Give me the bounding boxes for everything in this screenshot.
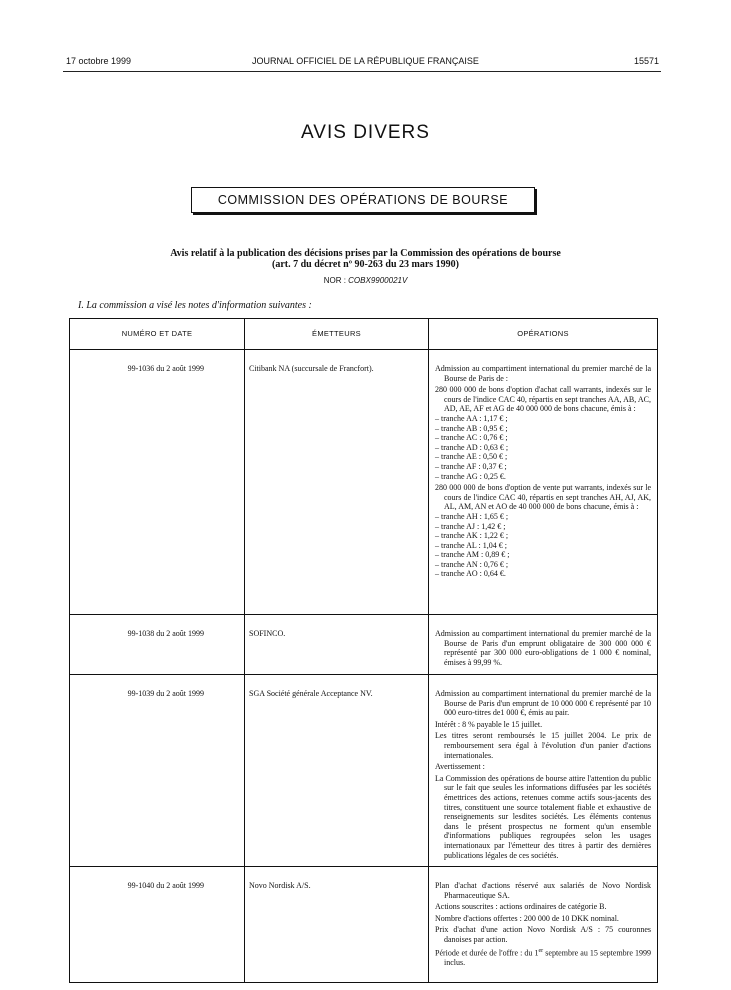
row-number: 99-1036 du 2 août 1999 [70, 350, 245, 615]
period-text-end: septembre au 15 septembre 1999 inclus. [444, 948, 651, 967]
operation-paragraph: Intérêt : 8 % payable le 15 juillet. [435, 719, 543, 729]
nor-label: NOR : [323, 276, 346, 285]
commission-box: COMMISSION DES OPÉRATIONS DE BOURSE [191, 187, 535, 213]
operation-paragraph: Admission au compartiment international du premier marché de la Bourse de Paris d'un emprunt de 10 000 000 € représenté par 10 000 euro-titres de1 000 €, émis au pair. [435, 689, 651, 718]
nor-value: COBX9900021V [348, 276, 408, 285]
column-header-number: NUMÉRO ET DATE [70, 319, 245, 350]
row-issuer: SGA Société générale Acceptance NV. [245, 675, 429, 867]
row-operations [429, 350, 658, 615]
list-item: – tranche AC : 0,76 € ; [435, 433, 508, 443]
list-item: – tranche AN : 0,76 € ; [435, 559, 509, 569]
list-item: – tranche AG : 0,25 €. [435, 471, 506, 481]
operation-paragraph: La Commission des opérations de bourse attire l'attention du public sur le fait que seules les informations diffusées par les sociétés émettrices des actions, retenues comme actifs sous-jacents des titres, constituent une source totalement fiable et exhaustive de renseignements sur lesdites sociétés. Les éléments contenus dans le présent prospectus ne forment qu'un ensemble d'informations publiques regroupées selon les usages internationaux par l'émetteur des titres à partir des dernières publications légales de ces sociétés. [435, 773, 651, 860]
row-issuer: Novo Nordisk A/S. [245, 867, 429, 983]
section-title: AVIS DIVERS [301, 122, 430, 143]
period-text-start: Période et durée de l'offre : du 1 [435, 948, 539, 958]
operation-paragraph: Admission au compartiment international du premier marché de la Bourse de Paris de : [435, 364, 651, 383]
list-item: – tranche AH : 1,65 € ; [435, 511, 509, 521]
list-item: – tranche AK : 1,22 € ; [435, 531, 509, 541]
row-issuer: SOFINCO. [245, 615, 429, 675]
operation-paragraph: Les titres seront remboursés le 15 juillet 2004. Le prix de remboursement sera égal à l'évolution d'un panier d'actions internationales. [435, 731, 651, 760]
header-divider [63, 71, 661, 72]
operation-paragraph: Plan d'achat d'actions réservé aux salariés de Novo Nordisk Pharmaceutique SA. [435, 881, 651, 900]
operation-paragraph: Avertissement : [435, 762, 485, 772]
list-item: – tranche AO : 0,64 €. [435, 569, 506, 579]
operation-paragraph: 280 000 000 de bons d'option d'achat call warrants, indexés sur le cours de l'indice CAC 40, répartis en sept tranches AA, AB, AC, AD, AE, AF et AG de 40 000 000 de bons chacune, émis à : [435, 385, 651, 414]
row-number: 99-1039 du 2 août 1999 [70, 675, 245, 867]
header-journal-title: JOURNAL OFFICIEL DE LA RÉPUBLIQUE FRANÇAISE [252, 56, 479, 66]
row-operations [429, 867, 658, 983]
nor-reference [0, 276, 731, 285]
operation-paragraph: Nombre d'actions offertes : 200 000 de 10 DKK nominal. [435, 913, 619, 923]
operation-paragraph: Actions souscrites : actions ordinaires de catégorie B. [435, 902, 607, 912]
list-item: – tranche AM : 0,89 € ; [435, 550, 510, 560]
list-item: – tranche AD : 0,63 € ; [435, 442, 509, 452]
header-page-number: 15571 [633, 56, 659, 66]
notice-title-line2: (art. 7 du décret nº 90-263 du 23 mars 1990) [272, 259, 459, 270]
table-header-row [70, 319, 658, 350]
table-row [70, 615, 658, 675]
column-header-issuers: ÉMETTEURS [245, 319, 429, 350]
list-item: – tranche AB : 0,95 € ; [435, 423, 508, 433]
list-item: – tranche AE : 0,50 € ; [435, 452, 508, 462]
header-date: 17 octobre 1999 [66, 56, 132, 66]
operation-period [435, 947, 651, 968]
operation-paragraph: Prix d'achat d'une action Novo Nordisk A/S : 75 couronnes danoises par action. [435, 925, 651, 945]
tranche-list [435, 414, 651, 481]
row-issuer: Citibank NA (succursale de Francfort). [245, 350, 429, 615]
list-item: – tranche AA : 1,17 € ; [435, 413, 508, 423]
row-operations [429, 675, 658, 867]
tranche-list [435, 512, 651, 579]
list-item: – tranche AJ : 1,42 € ; [435, 521, 506, 531]
row-number: 99-1040 du 2 août 1999 [70, 867, 245, 983]
operation-paragraph: 280 000 000 de bons d'option de vente put warrants, indexés sur le cours de l'indice CAC 40, répartis en sept tranches AH, AJ, AK, AL, AM, AN et AO de 40 000 000 de bons chacune, émis à : [435, 483, 651, 512]
period-superscript: er [538, 947, 544, 954]
row-operations [429, 615, 658, 675]
intro-text: I. La commission a visé les notes d'information suivantes : [78, 300, 312, 311]
column-header-operations: OPÉRATIONS [429, 319, 658, 350]
table-row [70, 675, 658, 867]
table-row [70, 867, 658, 983]
table-row [70, 350, 658, 615]
list-item: – tranche AL : 1,04 € ; [435, 540, 507, 550]
list-item: – tranche AF : 0,37 € ; [435, 461, 507, 471]
notice-title-line1: Avis relatif à la publication des décisions prises par la Commission des opérations de bourse [170, 248, 561, 259]
operation-paragraph: Admission au compartiment international du premier marché de la Bourse de Paris d'un emprunt obligataire de 300 000 000 € représenté par 300 000 euro-obligations de 1 000 € nominal, émises à 99,99 %. [435, 629, 651, 667]
notice-title [0, 248, 731, 270]
decisions-table [69, 318, 658, 983]
row-number: 99-1038 du 2 août 1999 [70, 615, 245, 675]
